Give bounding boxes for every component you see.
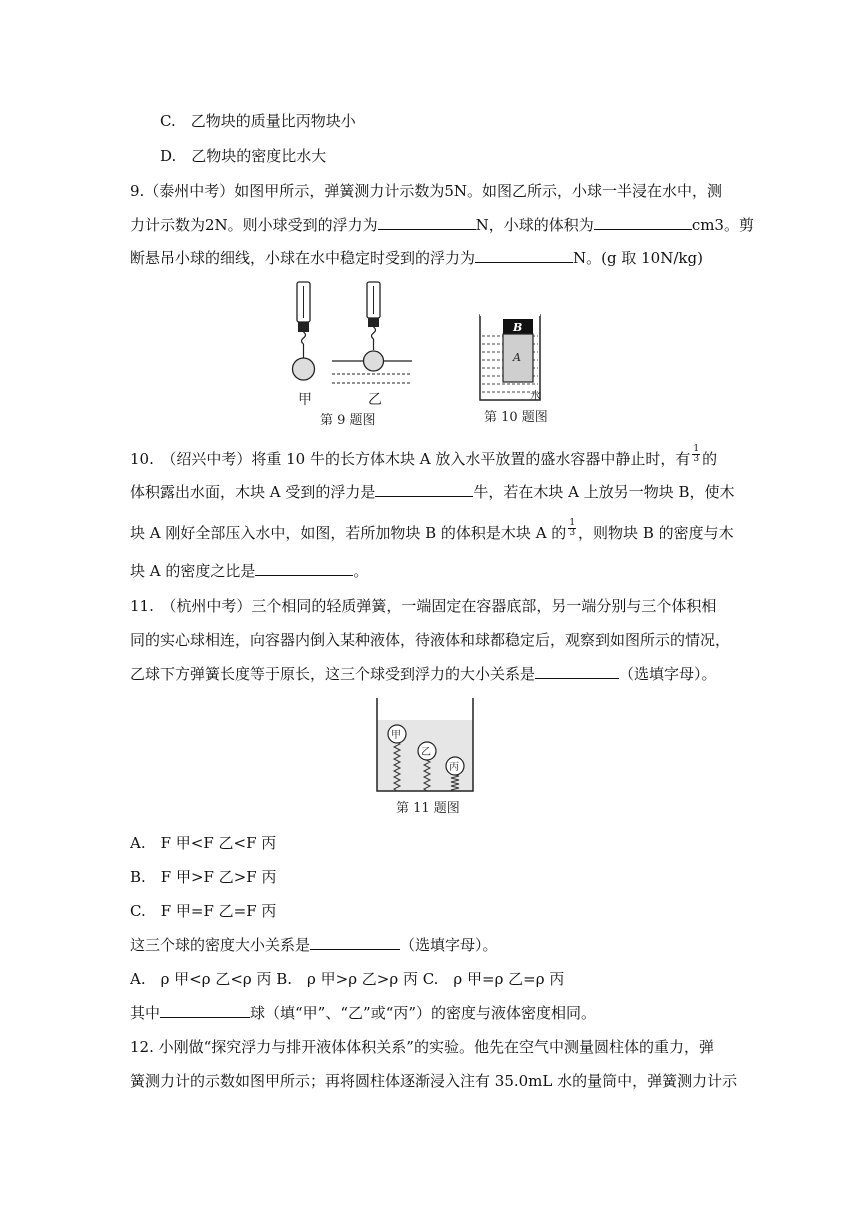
q11-line3: 乙球下方弹簧长度等于原长，这三个球受到浮力的大小关系是 （选填字母）。 <box>130 665 717 683</box>
figure-10 <box>470 310 570 430</box>
q9-line3: 断悬吊小球的细线，小球在水中稳定时受到的浮力为 N。(g 取 10N/kg) <box>130 249 703 267</box>
q10-line4: 块 A 的密度之比是 。 <box>130 562 369 580</box>
q11-last-line: 其中 球（填“甲”、“乙”或“丙”）的密度与液体密度相同。 <box>130 1004 597 1022</box>
fig9-label-jia: 甲 <box>298 392 312 408</box>
q12-line1: 12. 小刚做“探究浮力与排开液体体积关系”的实验。他先在空气中测量圆柱体的重力，弹 <box>130 1038 714 1056</box>
q11-blank-density <box>310 935 400 950</box>
figure-9 <box>280 280 430 430</box>
q12-line2: 簧测力计的示数如图甲所示；再将圆柱体逐渐浸入注有 35.0mL 水的量筒中，弹簧测力计示 <box>130 1072 738 1090</box>
fig11-ball-yi: 乙 <box>421 747 431 758</box>
q10-line2: 体积露出水面，木块 A 受到的浮力是 牛，若在木块 A 上放另一物块 B，使木 <box>130 483 735 501</box>
option-c: C. 乙物块的质量比丙物块小 <box>160 112 356 130</box>
fraction-one-third: $\frac{1}{3}$ <box>693 443 700 464</box>
q11-option-b: B. F 甲>F 乙>F 丙 <box>130 868 277 886</box>
q11-line1: 11. （杭州中考）三个相同的轻质弹簧，一端固定在容器底部，另一端分别与三个体积相 <box>130 597 717 615</box>
q11-option-c: C. F 甲=F 乙=F 丙 <box>130 902 277 920</box>
q9-blank-float <box>475 248 573 263</box>
fraction-one-third-2: $\frac{1}{3}$ <box>569 517 576 538</box>
fig9-label-yi: 乙 <box>368 392 382 408</box>
fig10-label-water: 水 <box>530 389 541 402</box>
fig10-label-b: B <box>513 321 523 334</box>
q11-density-question: 这三个球的密度大小关系是 （选填字母）。 <box>130 936 498 954</box>
q11-blank-ball <box>160 1003 250 1018</box>
fig11-caption: 第 11 题图 <box>396 801 460 816</box>
fig9-caption: 第 9 题图 <box>320 413 376 428</box>
q11-line2: 同的实心球相连，向容器内倒入某种液体，待液体和球都稳定后，观察到如图所示的情况， <box>130 631 731 649</box>
q9-blank-volume <box>594 215 692 230</box>
q10-blank-ratio <box>255 561 353 576</box>
option-d: D. 乙物块的密度比水大 <box>160 147 327 165</box>
q9-line1: 9.（泰州中考）如图甲所示，弹簧测力计示数为5N。如图乙所示，小球一半浸在水中，测 <box>130 182 722 200</box>
fig11-ball-bing: 丙 <box>449 762 459 773</box>
fig10-caption: 第 10 题图 <box>484 410 548 425</box>
q11-blank-buoyancy <box>535 664 619 679</box>
figure-11 <box>370 692 480 822</box>
q9-line2: 力计示数为2N。则小球受到的浮力为 N，小球的体积为 cm3。剪 <box>130 216 754 234</box>
fig10-label-a: A <box>513 351 521 364</box>
q11-density-options: A. ρ 甲<ρ 乙<ρ 丙 B. ρ 甲>ρ 乙>ρ 丙 C. ρ 甲=ρ 乙=ρ 丙 <box>130 970 565 988</box>
q11-option-a: A. F 甲<F 乙<F 丙 <box>130 834 277 852</box>
q10-line1: 10. （绍兴中考）将重 10 牛的长方体木块 A 放入水平放置的盛水容器中静止时，有 $\frac{1}{3}$ 的 <box>130 443 718 468</box>
q10-blank-buoyancy <box>375 482 473 497</box>
fig11-ball-jia: 甲 <box>391 730 401 741</box>
q10-line3: 块 A 刚好全部压入水中，如图，若所加物块 B 的体积是木块 A 的 $\frac{1}{3}$ ，则物块 B 的密度与木 <box>130 517 734 542</box>
q9-blank-buoyancy <box>378 215 476 230</box>
